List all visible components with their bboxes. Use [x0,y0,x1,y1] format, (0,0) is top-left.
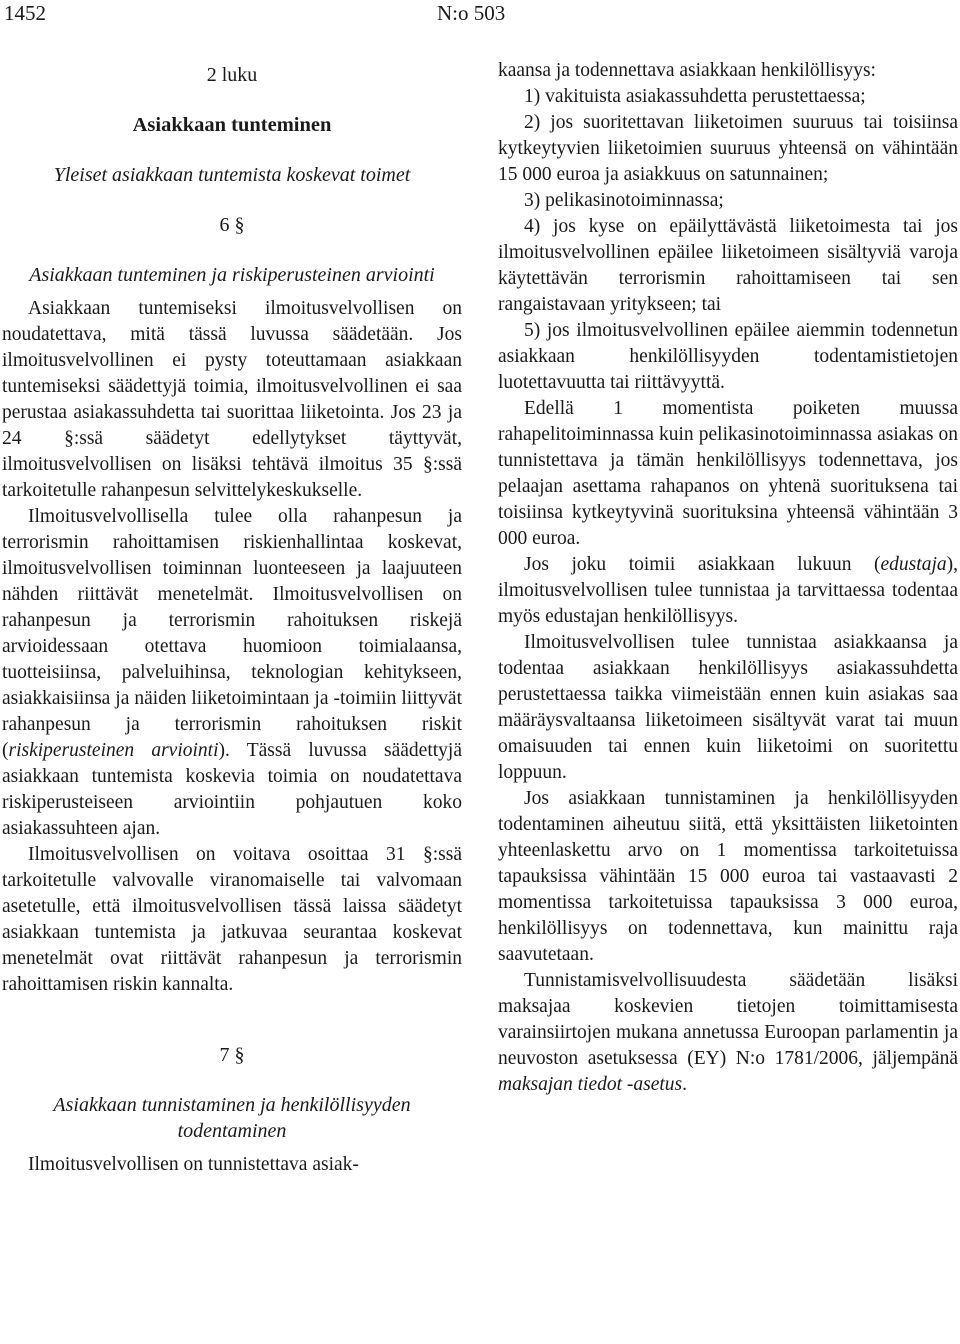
list-item: 5) jos ilmoitusvelvollinen epäilee aiemmin todennetun asiakkaan henkilöllisyyden todentamistietojen luotettavuutta tai riittävyyttä. [498,320,958,393]
section-6-number: 6 § [219,214,245,236]
paragraph: Jos joku toimii asiakkaan lukuun (edustaja), ilmoitusvelvollisen tulee tunnistaa ja tarvittaessa todentaa myös edustajan henkilöllisyys. [498,554,958,627]
paragraph-continuation: kaansa ja todennettava asiakkaan henkilöllisyys: [498,60,876,81]
issue-number: N:o 503 [437,1,506,25]
list-item: 2) jos suoritettavan liiketoimen suuruus tai toisiinsa kytkeytyvien liiketoimien suuruus yhteensä on vähintään 15 000 euroa ja asiakkuus on satunnainen; [498,112,958,185]
section-6-title: Asiakkaan tunteminen ja riskiperusteinen arviointi [29,264,435,286]
list-item: 3) pelikasinotoiminnassa; [524,190,724,211]
paragraph: Tunnistamisvelvollisuudesta säädetään lisäksi maksajaa koskevien tietojen toimittamisesta varainsiirtojen mukana annetussa Euroopan parlamentin ja neuvoston asetuksessa (EY) N:o 1781/2006, jäljempänä maksajan tiedot -asetus. [498,970,958,1095]
right-column [498,58,958,1098]
chapter-subtitle: Yleiset asiakkaan tuntemista koskevat toimet [53,164,411,186]
page-number: 1452 [4,1,46,25]
chapter-number: 2 luku [206,64,258,86]
paragraph: Ilmoitusvelvollisen on tunnistettava asiak- [28,1154,359,1175]
paragraph: Jos asiakkaan tunnistaminen ja henkilöllisyyden todentaminen aiheutuu siitä, että yksittäisten liiketointen yhteenlaskettu arvo on 1 momentissa tarkoitetuissa tapauksissa vähintään 15 000 euroa tai vastaavasti 2 momentissa tarkoitetuissa tapauksissa 3 000 euroa, henkilöllisyys on todennettava, kun mainittu raja saavutetaan. [498,788,958,965]
paragraph: Ilmoitusvelvollisella tulee olla rahanpesun ja terrorismin rahoittamisen riskienhallintaa koskevat, ilmoitusvelvollisen toiminnan luonteeseen ja laajuuteen nähden riittävät menetelmät. Ilmoitusvelvollisen on rahanpesun ja terrorismin rahoituksen riskejä arvioidessaan otettava huomioon toimialaansa, tuotteisiinsa, palveluihinsa, teknologian kehitykseen, asiakkaisiinsa ja näiden liiketoimintaan ja -toimiin liittyvät rahanpesun ja terrorismin rahoituksen riskit (riskiperusteinen arviointi). Tässä luvussa säädettyjä asiakkaan tuntemista koskevia toimia on noudatettava riskiperusteiseen arviointiin pohjautuen koko asiakassuhteen ajan. [2,506,462,839]
section-7-title: Asiakkaan tunnistaminen ja henkilöllisyyden todentaminen [53,1094,411,1142]
page-header [0,0,960,28]
paragraph: Ilmoitusvelvollisen on voitava osoittaa 31 §:ssä tarkoitetulle valvovalle viranomaiselle tai valvomaan asetetulle, että ilmoitusvelvollisen tässä laissa säädetyt asiakkaan tuntemista ja jatkuvaa seurantaa koskevat menetelmät ovat riittävät rahanpesun ja terrorismin rahoittamisen riskin kannalta. [2,844,462,995]
paragraph: Edellä 1 momentista poiketen muussa rahapelitoiminnassa kuin pelikasinotoiminnassa asiakas on tunnistettava ja tämän henkilöllisyys todennettava, jos pelaajan asettama rahapanos on yhtenä suorituksena tai toisiinsa kytkeytyvinä suorituksina yhteensä vähintään 3 000 euroa. [498,398,958,549]
chapter-title: Asiakkaan tunteminen [132,114,332,136]
left-column [2,58,462,1178]
paragraph: Asiakkaan tuntemiseksi ilmoitusvelvollisen on noudatettava, mitä tässä luvussa säädetään. Jos ilmoitusvelvollinen ei pysty toteuttamaan asiakkaan tuntemiseksi säädettyjä toimia, ilmoitusvelvollinen ei saa perustaa asiakassuhdetta tai suorittaa liiketointa. Jos 23 ja 24 §:ssä säädetyt edellytykset täyttyvät, ilmoitusvelvollisen on lisäksi tehtävä ilmoitus 35 §:ssä tarkoitetulle rahanpesun selvittelykeskukselle. [2,298,462,501]
paragraph: Ilmoitusvelvollisen tulee tunnistaa asiakkaansa ja todentaa asiakkaan henkilöllisyys asiakassuhdetta perustettaessa taikka viimeistään ennen kuin asiakas saa määräysvaltaansa liiketoimeen sisältyvät varat tai muun omaisuuden tai ennen kuin liiketoimi on suoritettu loppuun. [498,632,958,783]
list-item: 4) jos kyse on epäilyttävästä liiketoimesta tai jos ilmoitusvelvollinen epäilee liiketoimeen sisältyviä varoja käytettävän terrorismin rahoittamiseen tai sen rangaistavaan yritykseen; tai [498,216,958,315]
list-item: 1) vakituista asiakassuhdetta perustettaessa; [524,86,866,107]
section-7-number: 7 § [219,1044,245,1066]
